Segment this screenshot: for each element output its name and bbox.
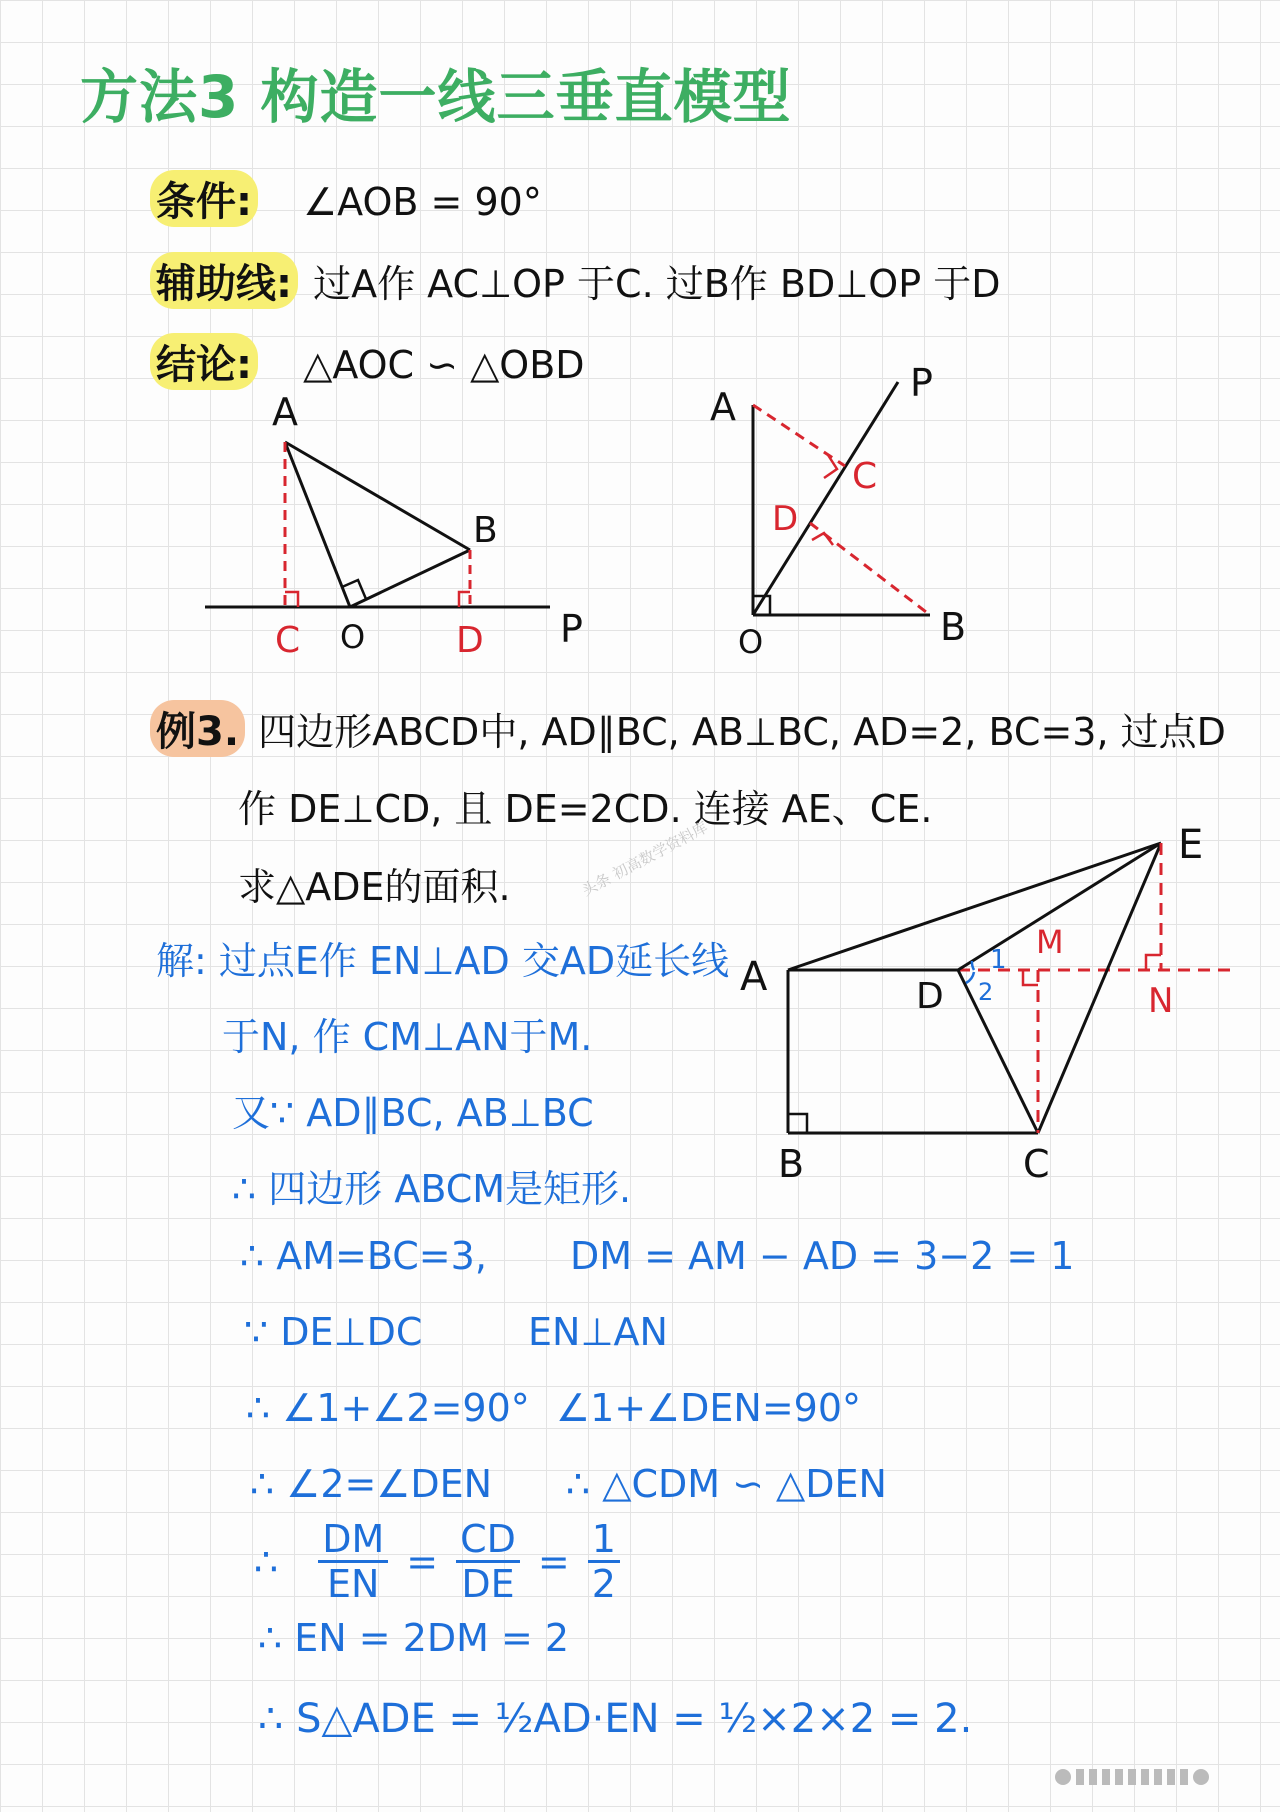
solution-line-11: ∴ S△ADE = ½AD·EN = ½×2×2 = 2.: [258, 1696, 973, 1742]
fig1-seg-ab: [285, 442, 470, 550]
fraction-one-half: [588, 1517, 620, 1606]
fraction-one-half-num: 1: [588, 1520, 620, 1563]
mark-bar: [1089, 1769, 1097, 1785]
conclusion-text: △AOC ∽ △OBD: [303, 343, 585, 387]
solution-line-1: 解: 过点E作 EN⊥AD 交AD延长线: [156, 939, 730, 983]
solution-line-6b: EN⊥AN: [528, 1310, 668, 1354]
solution-line-8a: ∴ ∠2=∠DEN: [250, 1462, 493, 1506]
fig2-label-c: C: [852, 456, 878, 497]
fig3-label-c: C: [1023, 1142, 1050, 1186]
fig2-label-a: A: [710, 385, 736, 429]
fig1-seg-ob: [350, 550, 470, 607]
fig3-label-b: B: [778, 1142, 805, 1186]
figure-3: [740, 820, 1260, 1200]
fig1-seg-ao: [285, 442, 350, 607]
fig3-label-n: N: [1148, 981, 1174, 1021]
mark-bar: [1154, 1769, 1162, 1785]
example-line-1: [150, 700, 1226, 757]
fraction-cd-de: [456, 1517, 520, 1606]
fraction-dm-en-num: DM: [318, 1520, 388, 1563]
fig3-seg-dc: [958, 970, 1038, 1133]
solution-line-9: [254, 1517, 620, 1606]
solution-line-6a: ∵ DE⊥DC: [244, 1310, 423, 1354]
fig1-label-d: D: [456, 620, 484, 660]
figure-1: [190, 380, 610, 660]
fig2-label-d: D: [772, 499, 799, 539]
example-text-1: 四边形ABCD中, AD∥BC, AB⊥BC, AD=2, BC=3, 过点D: [258, 710, 1226, 754]
fig3-right-angle-m: [1023, 970, 1038, 985]
fig1-right-angle-d: [459, 592, 470, 607]
decorative-marks: [1055, 1768, 1255, 1786]
fig3-label-angle-2: 2: [978, 978, 994, 1006]
aux-text: 过A作 AC⊥OP 于C. 过B作 BD⊥OP 于D: [313, 262, 1001, 306]
condition-row: [150, 170, 542, 227]
fig2-label-o: O: [738, 623, 764, 660]
fig1-label-o: O: [340, 618, 366, 656]
fig3-seg-ae: [788, 843, 1161, 970]
mark-bar: [1128, 1769, 1136, 1785]
equals-sign-2: =: [537, 1539, 570, 1584]
fig3-label-m: M: [1036, 923, 1064, 961]
fig3-label-a: A: [740, 954, 768, 1000]
fraction-dm-en: [318, 1517, 388, 1606]
fig1-label-b: B: [473, 510, 498, 551]
mark-bar: [1076, 1769, 1084, 1785]
figure-2: [700, 360, 1000, 660]
mark-bar: [1115, 1769, 1123, 1785]
page-title: 方法3 构造一线三垂直模型: [80, 63, 792, 131]
fig3-seg-ce: [1038, 843, 1161, 1133]
fig1-label-p: P: [560, 607, 583, 651]
mark-bar: [1180, 1769, 1188, 1785]
mark-dot: [1193, 1769, 1209, 1785]
fraction-cd-de-num: CD: [456, 1520, 520, 1563]
fig3-right-angle-b: [788, 1114, 807, 1133]
aux-label: 辅助线:: [150, 252, 298, 309]
fig2-label-b: B: [940, 605, 967, 649]
fig2-right-angle-d: [812, 533, 833, 545]
aux-row: [150, 252, 1000, 309]
condition-label: 条件:: [150, 170, 258, 227]
condition-text: ∠AOB = 90°: [303, 180, 542, 224]
solution-line-2: 于N, 作 CM⊥AN于M.: [222, 1015, 593, 1059]
solution-line-5a: ∴ AM=BC=3,: [240, 1234, 487, 1278]
example-text-2: 作 DE⊥CD, 且 DE=2CD. 连接 AE、CE.: [238, 787, 933, 831]
fig3-label-e: E: [1178, 822, 1204, 868]
solution-line-10: ∴ EN = 2DM = 2: [258, 1616, 570, 1660]
fig3-angle-2-arc: [966, 972, 974, 983]
solution-line-5b: DM = AM − AD = 3−2 = 1: [570, 1234, 1075, 1278]
fraction-cd-de-den: DE: [461, 1562, 515, 1606]
solution-line-3: 又∵ AD∥BC, AB⊥BC: [232, 1091, 594, 1135]
mark-bar: [1102, 1769, 1110, 1785]
equals-sign-1: =: [406, 1539, 439, 1584]
solution-line-7b: ∠1+∠DEN=90°: [556, 1386, 862, 1430]
fig1-label-c: C: [275, 620, 301, 660]
watermark: 头条 初高数学资料库: [578, 818, 711, 900]
fig3-label-d: D: [916, 976, 944, 1017]
solution-line-7a: ∴ ∠1+∠2=90°: [246, 1386, 530, 1430]
fig3-angle-1-arc: [972, 961, 974, 970]
fig3-right-angle-n: [1146, 955, 1161, 970]
fig2-right-angle-c: [824, 455, 837, 478]
fig3-label-angle-1: 1: [990, 945, 1007, 975]
fig2-label-p: P: [910, 361, 933, 405]
conclusion-label: 结论:: [150, 333, 258, 390]
fraction-one-half-den: 2: [591, 1562, 616, 1606]
mark-bar: [1141, 1769, 1149, 1785]
fraction-dm-en-den: EN: [326, 1562, 380, 1606]
solution-line-9-prefix: ∴: [254, 1539, 279, 1584]
example-label: 例3.: [150, 700, 245, 757]
mark-bar: [1167, 1769, 1175, 1785]
example-text-3: 求△ADE的面积.: [238, 865, 511, 909]
mark-dot: [1055, 1769, 1071, 1785]
solution-line-8b: ∴ △CDM ∽ △DEN: [566, 1462, 887, 1506]
fig2-seg-ac-dashed: [753, 405, 845, 466]
solution-line-4: ∴ 四边形 ABCM是矩形.: [232, 1167, 632, 1211]
fig1-label-a: A: [272, 390, 298, 434]
fig1-right-angle-c: [285, 592, 298, 607]
